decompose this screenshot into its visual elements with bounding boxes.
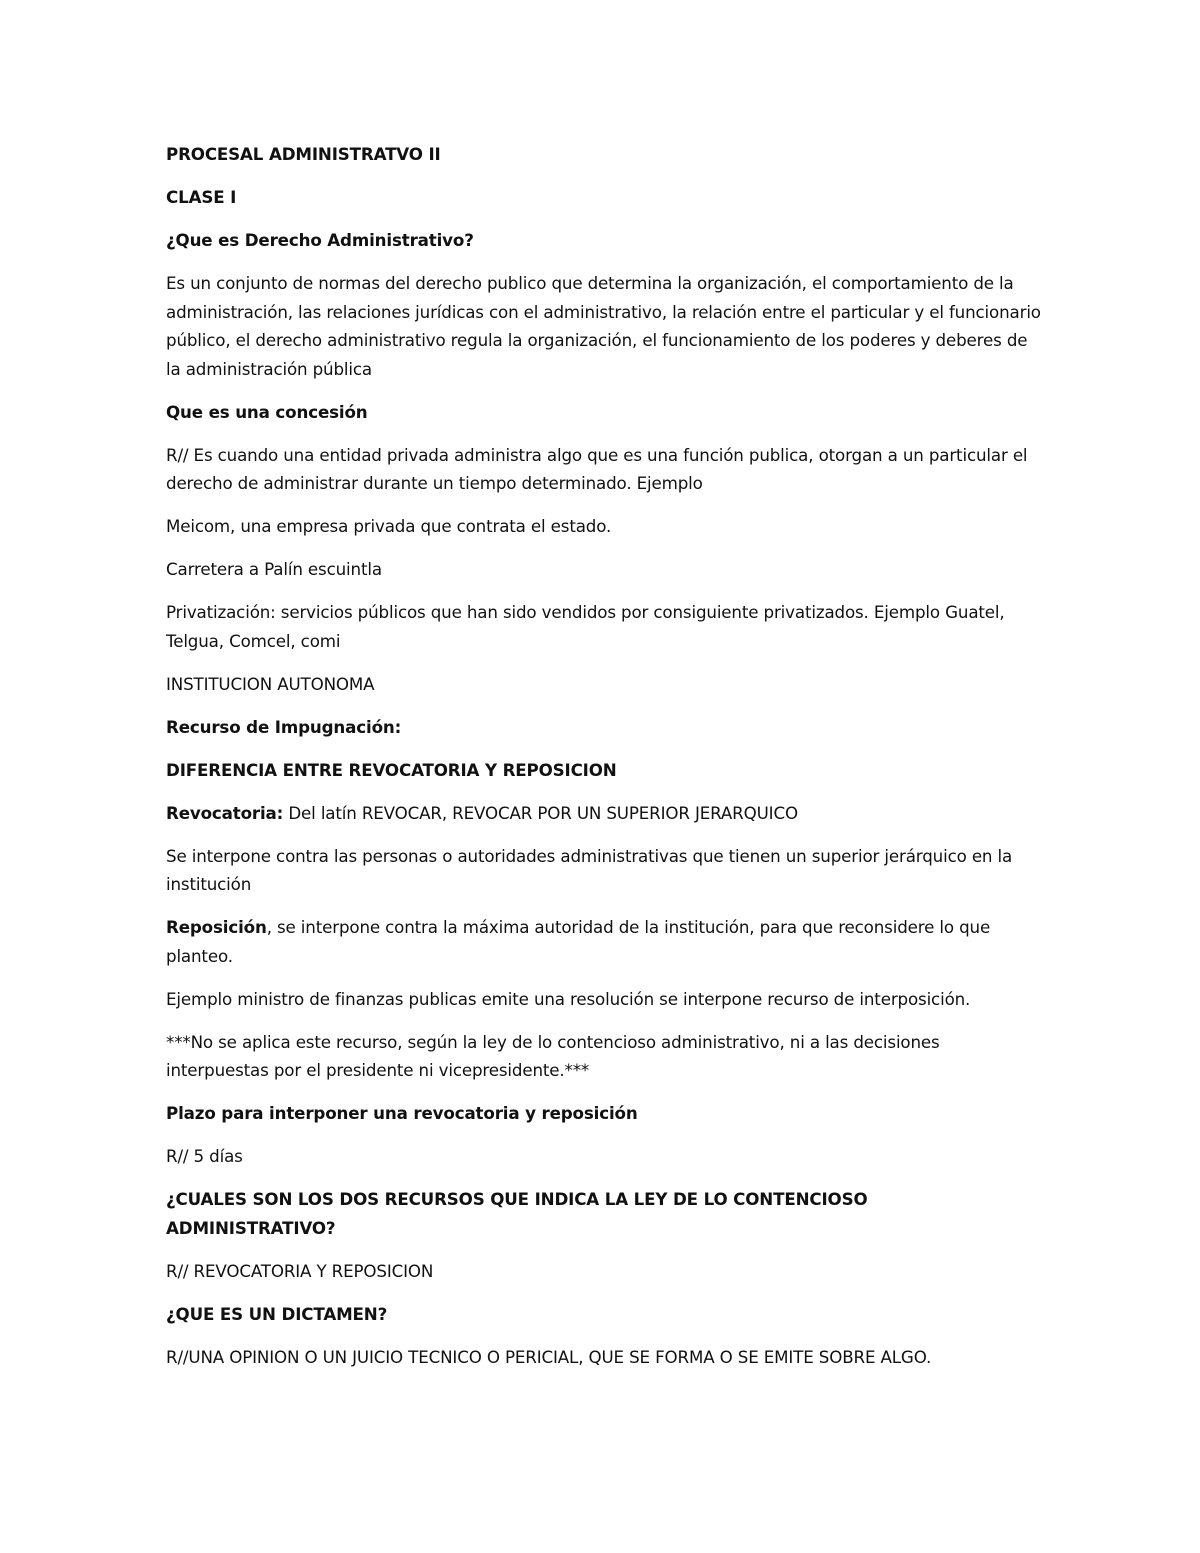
- answer-dictamen: R//UNA OPINION O UN JUICIO TECNICO O PERICIAL, QUE SE FORMA O SE EMITE SOBRE ALGO.: [166, 1346, 932, 1367]
- revocatoria-paragraph: [166, 799, 1041, 828]
- example-meicom: Meicom, una empresa privada que contrata el estado.: [166, 516, 612, 536]
- answer-recursos: R// REVOCATORIA Y REPOSICION: [166, 1260, 434, 1281]
- answer-plazo: R// 5 días: [166, 1146, 243, 1166]
- document-body: [166, 140, 1041, 1386]
- answer-concesion: R// Es cuando una entidad privada administra algo que es una función publica, otorgan a un particular el derecho de administrar durante un tiempo determinado. Ejemplo: [166, 444, 1028, 493]
- nota-paragraph: ***No se aplica este recurso, según la ley de lo contencioso administrativo, ni a las decisiones interpuestas por el presidente ni vicepresidente.***: [166, 1031, 940, 1080]
- reposicion-paragraph: [166, 913, 1041, 970]
- example-carretera: Carretera a Palín escuintla: [166, 559, 382, 579]
- document-title: PROCESAL ADMINISTRATVO II: [166, 144, 441, 164]
- reposicion-text: , se interpone contra la máxima autoridad de la institución, para que reconsidere lo que planteo.: [166, 917, 991, 966]
- question-derecho-administrativo: ¿Que es Derecho Administrativo?: [166, 230, 474, 250]
- question-dictamen: ¿QUE ES UN DICTAMEN?: [166, 1303, 388, 1324]
- institucion-autonoma: INSTITUCION AUTONOMA: [166, 673, 375, 694]
- heading-recurso-impugnacion: Recurso de Impugnación:: [166, 716, 402, 737]
- reposicion-label: Reposición: [166, 917, 267, 937]
- revocatoria-text: Del latín REVOCAR, REVOCAR POR UN SUPERIOR JERARQUICO: [283, 802, 798, 823]
- question-plazo: Plazo para interponer una revocatoria y reposición: [166, 1103, 638, 1123]
- heading-diferencia: DIFERENCIA ENTRE REVOCATORIA Y REPOSICION: [166, 759, 617, 780]
- privatizacion-paragraph: Privatización: servicios públicos que han sido vendidos por consiguiente privatizados. Ejemplo Guatel, Telgua, Comcel, comi: [166, 602, 1005, 651]
- interpone-paragraph: Se interpone contra las personas o autoridades administrativas que tienen un superior jerárquico en la institución: [166, 845, 1013, 894]
- question-recursos: ¿CUALES SON LOS DOS RECURSOS QUE INDICA LA LEY DE LO CONTENCIOSO ADMINISTRATIVO?: [166, 1189, 868, 1238]
- question-concesion: Que es una concesión: [166, 401, 368, 422]
- ejemplo-ministro-paragraph: Ejemplo ministro de finanzas publicas emite una resolución se interpone recurso de interposición.: [166, 988, 971, 1009]
- class-heading: CLASE I: [166, 187, 237, 207]
- answer-derecho-administrativo: Es un conjunto de normas del derecho publico que determina la organización, el comportamiento de la administración, las relaciones jurídicas con el administrativo, la relación entre el particular y el funcionario público, el derecho administrativo regula la organización, el funcionamiento de los poderes y deberes de la administración pública: [166, 273, 1041, 379]
- revocatoria-label: Revocatoria:: [166, 802, 284, 823]
